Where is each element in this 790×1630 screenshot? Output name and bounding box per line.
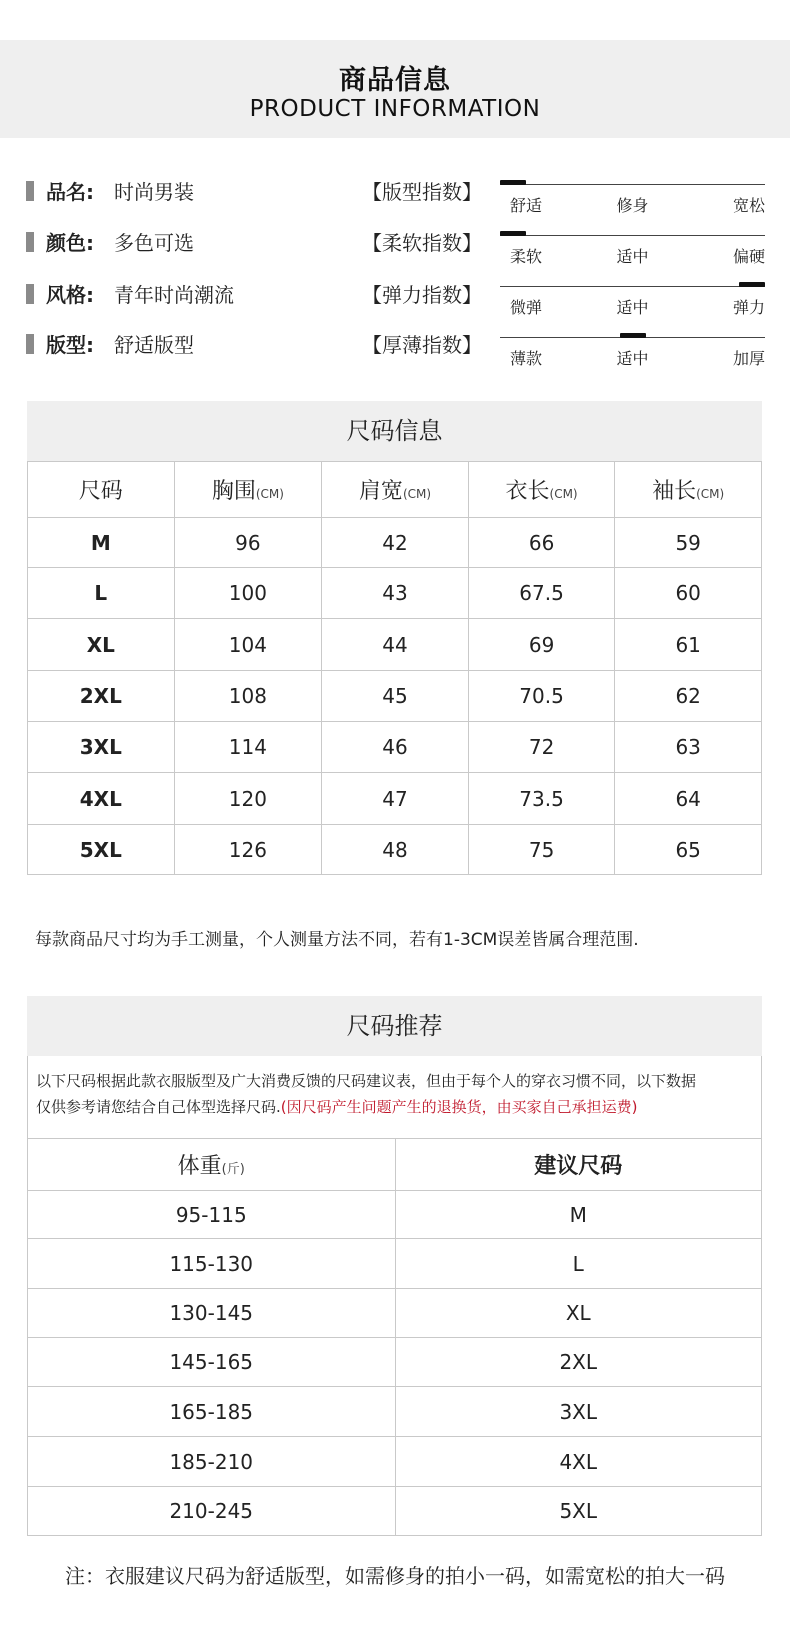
table-row: 185-210 4XL (28, 1437, 762, 1487)
table-row: 3XL 114 46 72 63 (28, 722, 762, 773)
table-header-row (28, 462, 762, 518)
table-row: 210-245 5XL (28, 1487, 762, 1536)
table-row: XL 104 44 69 61 (28, 619, 762, 671)
column-header: 尺码 (28, 462, 175, 518)
index-label-fit: 【版型指数】 (362, 180, 482, 204)
header-title-en: PRODUCT INFORMATION (249, 96, 541, 122)
header-title-cn: 商品信息 (339, 65, 451, 96)
column-header: 胸围(CM) (174, 462, 322, 518)
column-header: 衣长(CM) (468, 462, 615, 518)
scale-indicator (500, 231, 526, 236)
table-row: 115-130 L (28, 1239, 762, 1289)
bullet-mark (26, 284, 34, 304)
bullet-mark (26, 334, 34, 354)
scale-indicator (620, 333, 646, 338)
table-row: 5XL 126 48 75 65 (28, 825, 762, 875)
recommend-description (27, 1056, 762, 1138)
table-row: 2XL 108 45 70.5 62 (28, 671, 762, 722)
index-label-elasticity: 【弹力指数】 (362, 283, 482, 307)
scale-elasticity: 微弹 适中 弹力 (500, 282, 765, 322)
table-row: 165-185 3XL (28, 1387, 762, 1437)
size-info-title: 尺码信息 (346, 417, 443, 445)
column-header-size: 建议尺码 (395, 1139, 762, 1191)
scale-indicator (500, 180, 526, 185)
product-info-header (0, 40, 790, 138)
table-row: M 96 42 66 59 (28, 518, 762, 568)
scale-line (500, 286, 765, 287)
bullet-mark (26, 181, 34, 201)
table-row: 130-145 XL (28, 1289, 762, 1338)
scale-indicator (739, 282, 765, 287)
fit-advice-note: 注：衣服建议尺码为舒适版型，如需修身的拍小一码，如需宽松的拍大一码 (65, 1564, 725, 1588)
size-info-header (27, 401, 762, 461)
measurement-note: 每款商品尺寸均为手工测量，个人测量方法不同，若有1-3CM误差皆属合理范围. (35, 930, 639, 950)
scale-line (500, 184, 765, 185)
recommend-desc-line2: 仅供参考请您结合自己体型选择尺码. (36, 1098, 281, 1116)
table-row: L 100 43 67.5 60 (28, 568, 762, 619)
scale-line (500, 235, 765, 236)
table-header-row (28, 1139, 762, 1191)
column-header: 袖长(CM) (615, 462, 762, 518)
scale-thickness: 薄款 适中 加厚 (500, 333, 765, 373)
recommend-desc-line1: 以下尺码根据此款衣服版型及广大消费反馈的尺码建议表，但由于每个人的穿衣习惯不同，以下数据 (36, 1072, 697, 1090)
size-recommend-title: 尺码推荐 (346, 1012, 443, 1040)
recommend-table (27, 1138, 762, 1536)
scale-softness: 柔软 适中 偏硬 (500, 231, 765, 271)
column-header-weight: 体重(斤) (28, 1139, 396, 1191)
table-row: 4XL 120 47 73.5 64 (28, 773, 762, 825)
size-recommend-header (27, 996, 762, 1056)
return-warning: (因尺码产生问题产生的退换货，由买家自己承担运费) (280, 1098, 638, 1116)
bullet-mark (26, 232, 34, 252)
scale-fit: 舒适 修身 宽松 (500, 180, 765, 220)
column-header: 肩宽(CM) (322, 462, 469, 518)
table-row: 145-165 2XL (28, 1338, 762, 1387)
index-label-softness: 【柔软指数】 (362, 231, 482, 255)
size-table (27, 461, 762, 875)
index-label-thickness: 【厚薄指数】 (362, 333, 482, 357)
table-row: 95-115 M (28, 1191, 762, 1239)
